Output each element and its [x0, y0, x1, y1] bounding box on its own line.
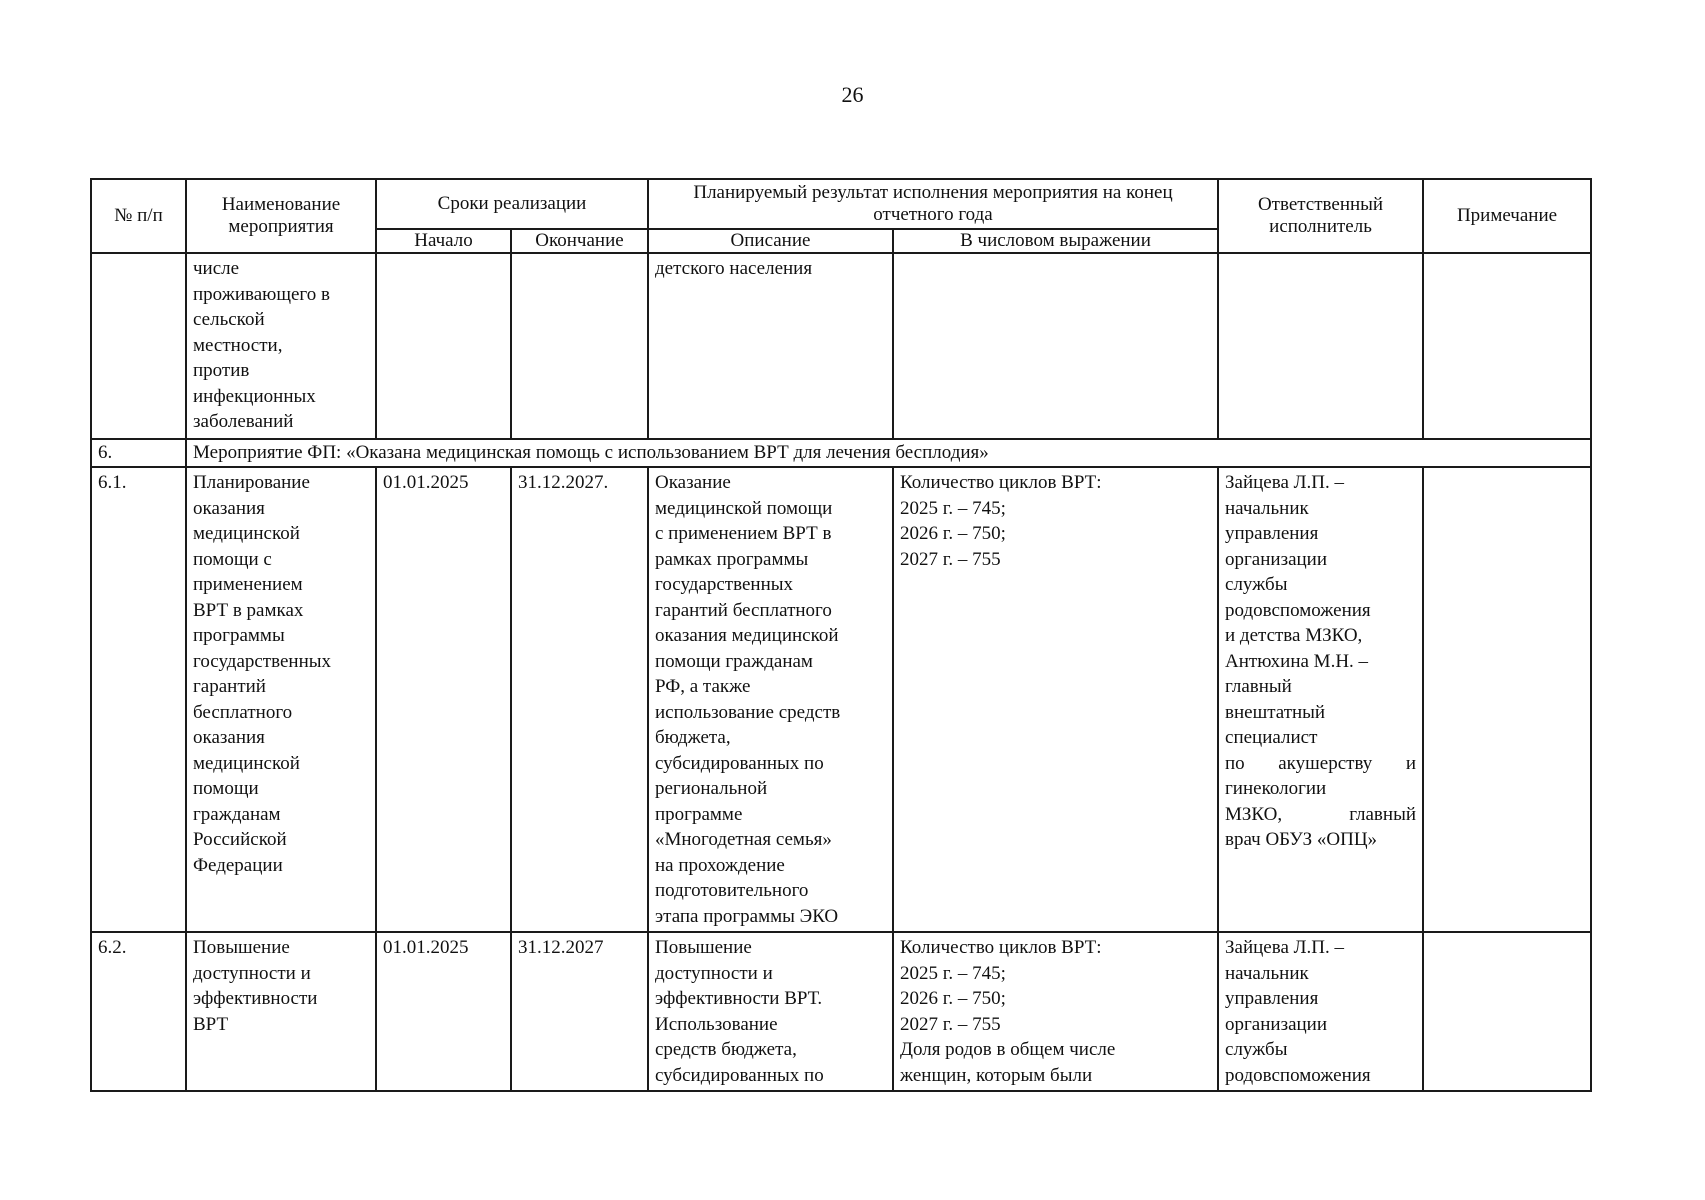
- header-responsible: Ответственный исполнитель: [1218, 179, 1423, 253]
- cell-numeric: [893, 253, 1218, 439]
- cell-description: детского населения: [648, 253, 893, 439]
- cell-num: [91, 253, 186, 439]
- section-title: Мероприятие ФП: «Оказана медицинская помощь с использованием ВРТ для лечения бесплодия»: [186, 439, 1591, 467]
- section-num: 6.: [91, 439, 186, 467]
- cell-start: 01.01.2025: [376, 467, 511, 932]
- table-row: [91, 467, 1591, 932]
- table-row: [91, 932, 1591, 1091]
- activity-plan-table: [90, 178, 1592, 1092]
- cell-num: 6.1.: [91, 467, 186, 932]
- table-row-continuation: [91, 253, 1591, 439]
- cell-end: [511, 253, 648, 439]
- table-header-row: [91, 179, 1591, 229]
- page-number: 26: [841, 82, 864, 107]
- cell-start: 01.01.2025: [376, 932, 511, 1091]
- header-numeric: В числовом выражении: [893, 229, 1218, 253]
- cell-note: [1423, 467, 1591, 932]
- header-start: Начало: [376, 229, 511, 253]
- table-row-section: [91, 439, 1591, 467]
- header-description: Описание: [648, 229, 893, 253]
- header-result: Планируемый результат исполнения мероприятия на конец отчетного года: [648, 179, 1218, 229]
- cell-numeric: Количество циклов ВРТ: 2025 г. – 745; 2026 г. – 750; 2027 г. – 755: [893, 467, 1218, 932]
- cell-responsible: Зайцева Л.П. – начальник управления организации службы родовспоможения и детства МЗКО, Антюхина М.Н. – главный внештатный специалист по акушерству и гинекологии МЗКО, главный врач ОБУЗ «ОПЦ»: [1218, 467, 1423, 932]
- cell-numeric: Количество циклов ВРТ: 2025 г. – 745; 2026 г. – 750; 2027 г. – 755 Доля родов в общем числе женщин, которым были: [893, 932, 1218, 1091]
- cell-responsible: [1218, 253, 1423, 439]
- cell-num: 6.2.: [91, 932, 186, 1091]
- cell-name: числе проживающего в сельской местности, против инфекционных заболеваний: [186, 253, 376, 439]
- cell-end: 31.12.2027.: [511, 467, 648, 932]
- cell-start: [376, 253, 511, 439]
- cell-name: Планирование оказания медицинской помощи с применением ВРТ в рамках программы государственных гарантий бесплатного оказания медицинской помощи гражданам Российской Федерации: [186, 467, 376, 932]
- cell-end: 31.12.2027: [511, 932, 648, 1091]
- cell-note: [1423, 932, 1591, 1091]
- header-num: № п/п: [91, 179, 186, 253]
- header-note: Примечание: [1423, 179, 1591, 253]
- cell-name: Повышение доступности и эффективности ВРТ: [186, 932, 376, 1091]
- cell-description: Оказание медицинской помощи с применением ВРТ в рамках программы государственных гарантий бесплатного оказания медицинской помощи гражданам РФ, а также использование средств бюджета, субсидированных по региональной программе «Многодетная семья» на прохождение подготовительного этапа программы ЭКО: [648, 467, 893, 932]
- header-name: Наименование мероприятия: [186, 179, 376, 253]
- header-end: Окончание: [511, 229, 648, 253]
- cell-description: Повышение доступности и эффективности ВРТ. Использование средств бюджета, субсидированных по: [648, 932, 893, 1091]
- cell-note: [1423, 253, 1591, 439]
- header-terms: Сроки реализации: [376, 179, 648, 229]
- cell-responsible: Зайцева Л.П. – начальник управления организации службы родовспоможения: [1218, 932, 1423, 1091]
